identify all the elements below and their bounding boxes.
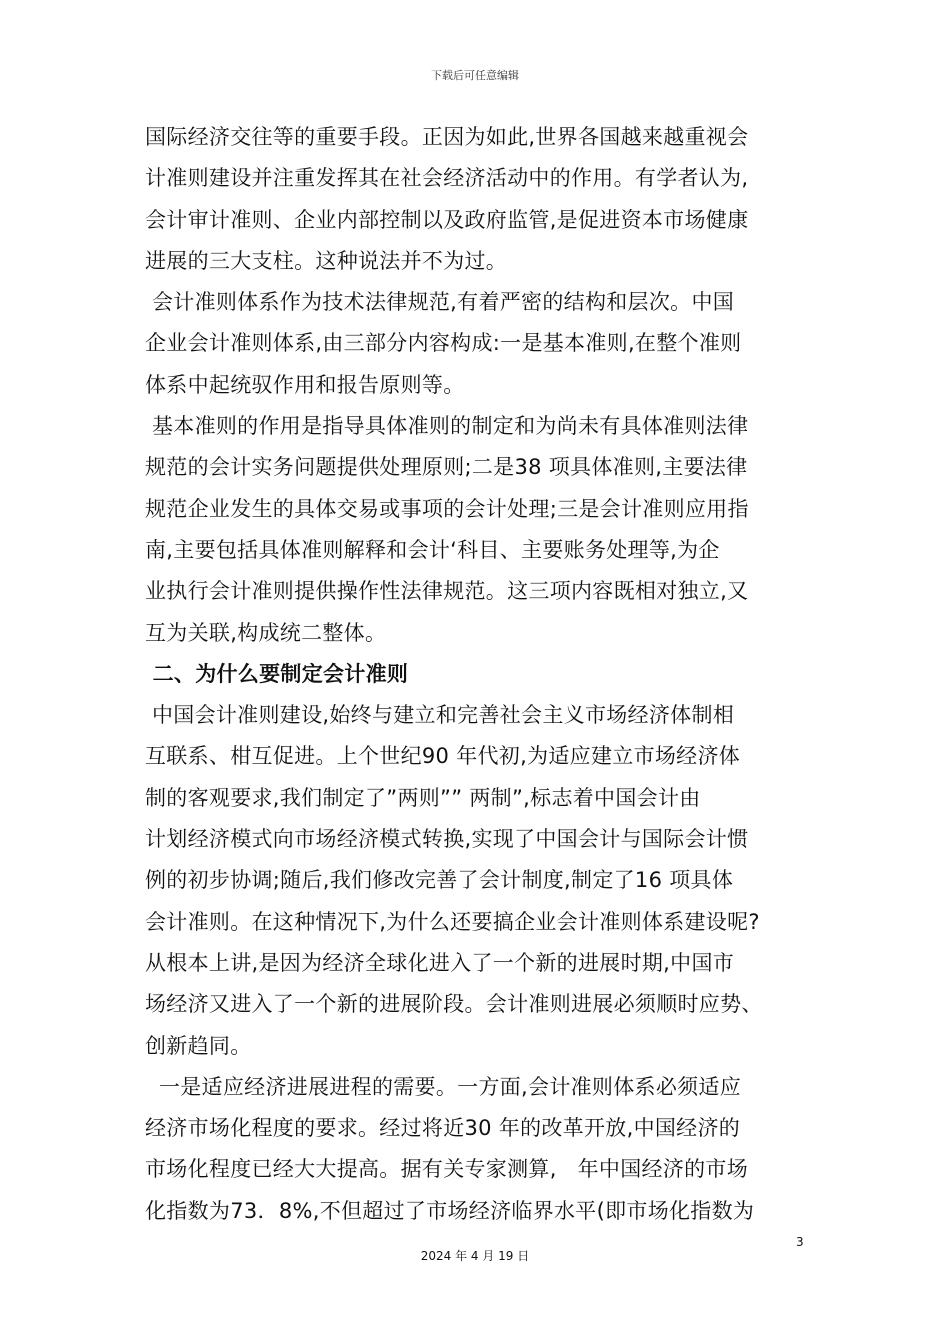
body-text-line: 国际经济交往等的重要手段。正因为如此,世界各国越来越重视会 [145,125,749,149]
body-text-line: 经济市场化程度的要求。经过将近30 年的改革开放,中国经济的 [145,1116,741,1141]
body-text-line: 市场化程度已经大大提高。据有关专家测算, 年中国经济的市场 [145,1157,748,1182]
body-text-line: 化指数为73．8%,不但超过了市场经济临界水平(即市场化指数为 [145,1198,755,1223]
body-text-line: 创新趋同。 [145,1033,252,1058]
body-text-line: 中国会计准则建设,始终与建立和完善社会主义市场经济体制相 [145,703,735,728]
body-text-line: 一是适应经济进展进程的需要。一方面,会计准则体系必须适应 [145,1074,742,1099]
body-text-line: 体系中起统驭作用和报告原则等。 [145,372,465,397]
body-text-line: 规范的会计实务问题提供处理原则;二是38 项具体准则,主要法律 [145,455,748,480]
body-text-line: 例的初步协调;随后,我们修改完善了会计制度,制定了16 项具体 [145,868,734,893]
body-text-line: 会计准则体系作为技术法律规范,有着严密的结构和层次。中国 [145,290,735,315]
section-heading: 二、为什么要制定会计准则 [145,661,409,686]
body-text-line: 计划经济模式向市场经济模式转换,实现了中国会计与国际会计惯 [145,827,749,852]
body-text-line: 基本准则的作用是指导具体准则的制定和为尚未有具体准则法律 [145,414,749,439]
page-header: 下载后可任意编辑 [431,69,519,82]
document-body [145,117,813,1232]
body-text-line: 会计审计准则、企业内部控制以及政府监管,是促进资本市场健康 [145,207,749,232]
body-text-line: 互为关联,构成统二整体。 [145,620,387,645]
body-text-line: 计准则建设并注重发挥其在社会经济活动中的作用。有学者认为, [145,166,749,191]
body-text-line: 制的客观要求,我们制定了”两则”” 两制”,标志着中国会计由 [145,785,701,810]
body-text-line: 企业会计准则体系,由三部分内容构成:一是基本准则,在整个准则 [145,331,742,356]
page-number: 3 [796,1235,804,1249]
body-text-line: 南,主要包括具体准则解释和会计‘科目、主要账务处理等,为企 [145,537,720,562]
body-text-line: 场经济又进入了一个新的进展阶段。会计准则进展必须顺时应势、 [145,992,763,1017]
page-footer-date: 2024 年 4 月 19 日 [420,1249,530,1263]
body-text-line: 业执行会计准则提供操作性法律规范。这三项内容既相对独立,又 [145,579,749,604]
body-text-line: 规范企业发生的具体交易或事项的会计处理;三是会计准则应用指 [145,496,749,521]
body-text-line: 会计准则。在这种情况下,为什么还要搞企业会计准则体系建设呢? [145,909,760,934]
body-text-line: 进展的三大支柱。这种说法并不为过。 [145,248,508,273]
body-text-line: 互联系、柑互促进。上个世纪90 年代初,为适应建立市场经济体 [145,744,741,769]
body-text-line: 从根本上讲,是因为经济全球化进入了一个新的进展时期,中国市 [145,950,735,975]
